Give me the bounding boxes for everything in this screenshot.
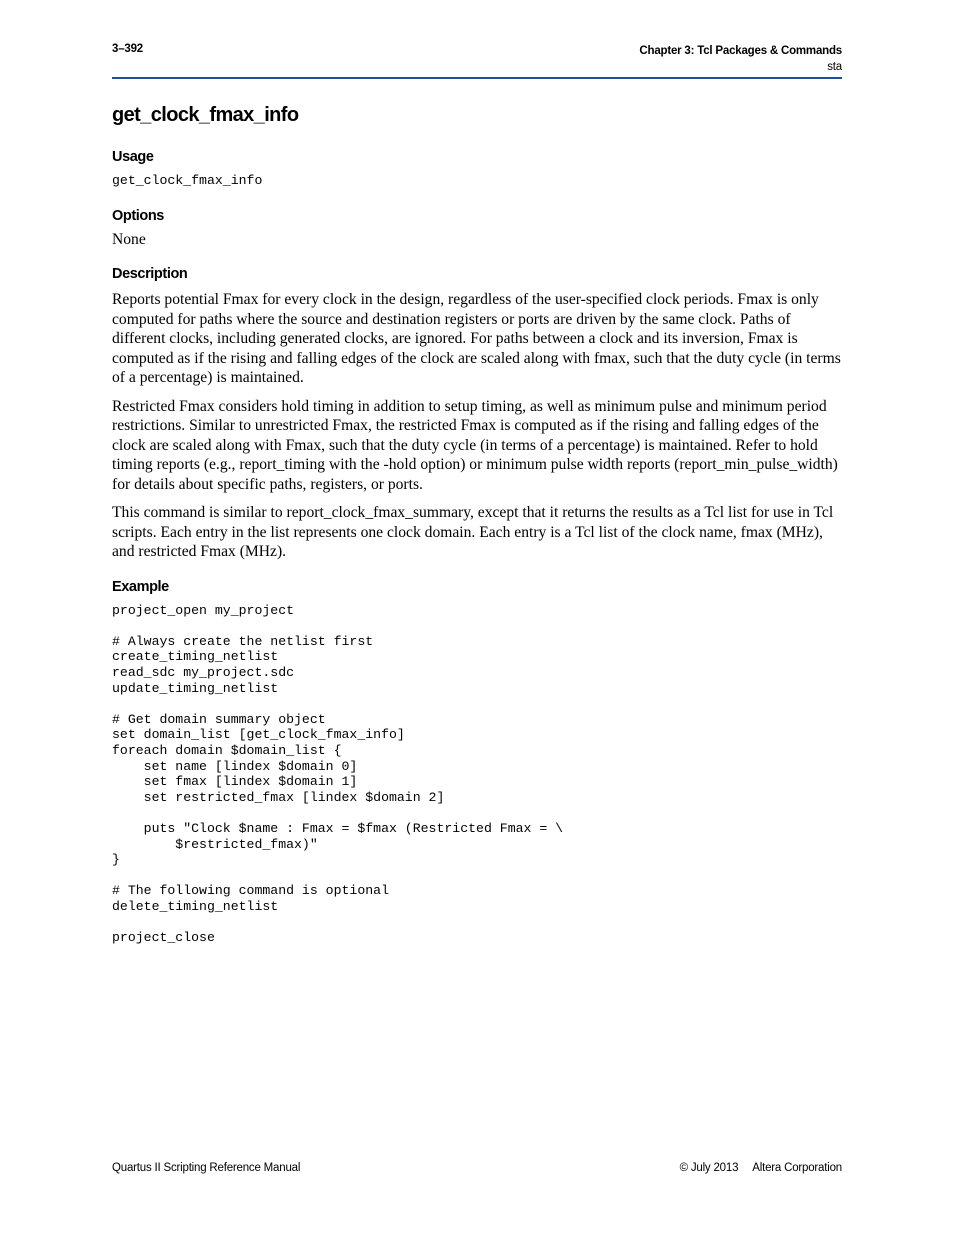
main-content bbox=[112, 147, 842, 946]
description-paragraph: Restricted Fmax considers hold timing in addition to setup timing, as well as minimum pulse and minimum period restrictions. Similar to unrestricted Fmax, the restricted Fmax is computed as if the rising and falling edges of the clock are scaled along with Fmax, such that the duty cycle (in terms of a percentage) is maintained. Refer to hold timing reports (e.g., report_timing with the -hold option) or minimum pulse width reports (report_min_pulse_width) for details about specific paths, registers, or ports. bbox=[112, 397, 838, 493]
description-paragraph: This command is similar to report_clock_fmax_summary, except that it returns the results as a Tcl list for use in Tcl scripts. Each entry in the list represents one clock domain. Each entry is a Tcl list of the clock name, fmax (MHz), and restricted Fmax (MHz). bbox=[112, 504, 834, 561]
running-header bbox=[639, 43, 842, 75]
footer-copyright bbox=[680, 1162, 842, 1174]
footer-company: Altera Corporation bbox=[752, 1162, 842, 1174]
page-title: get_clock_fmax_info bbox=[112, 104, 299, 126]
example-code: project_open my_project # Always create the netlist first create_timing_netlist read_sdc my_project.sdc update_timing_netlist # Get domain summary object set domain_list [get_clock_fmax_info] foreach domain $domain_list { set name [lindex $domain 0] set fmax [lindex $domain 1] set restricted_fmax [lindex $domain 2] puts "Clock $name : Fmax = $fmax (Restricted Fmax = \ $restricted_fmax)" } # The following command is optional delete_timing_netlist project_close bbox=[112, 602, 564, 946]
chapter-title: Chapter 3: Tcl Packages & Commands bbox=[639, 45, 842, 57]
options-heading: Options bbox=[112, 207, 164, 224]
section-name: sta bbox=[827, 61, 842, 73]
description-heading: Description bbox=[112, 266, 188, 283]
footer-date: © July 2013 bbox=[679, 1162, 739, 1174]
page-number: 3–392 bbox=[112, 43, 143, 55]
usage-heading: Usage bbox=[112, 149, 154, 165]
description-paragraph: Reports potential Fmax for every clock in the design, regardless of the user-specified clock periods. Fmax is only computed for paths where the source and destination registers or ports are driven by the same clock. Paths of different clocks, including generated clocks, are ignored. For paths between a clock and its inversion, Fmax is computed as if the rising and falling edges of the clock are scaled along with fmax, such that the duty cycle (in terms of a percentage) is maintained. bbox=[112, 291, 841, 387]
footer-manual-title: Quartus II Scripting Reference Manual bbox=[112, 1162, 301, 1174]
usage-code: get_clock_fmax_info bbox=[112, 173, 263, 188]
options-text: None bbox=[112, 230, 146, 248]
example-heading: Example bbox=[112, 578, 169, 595]
header-rule bbox=[112, 77, 842, 79]
